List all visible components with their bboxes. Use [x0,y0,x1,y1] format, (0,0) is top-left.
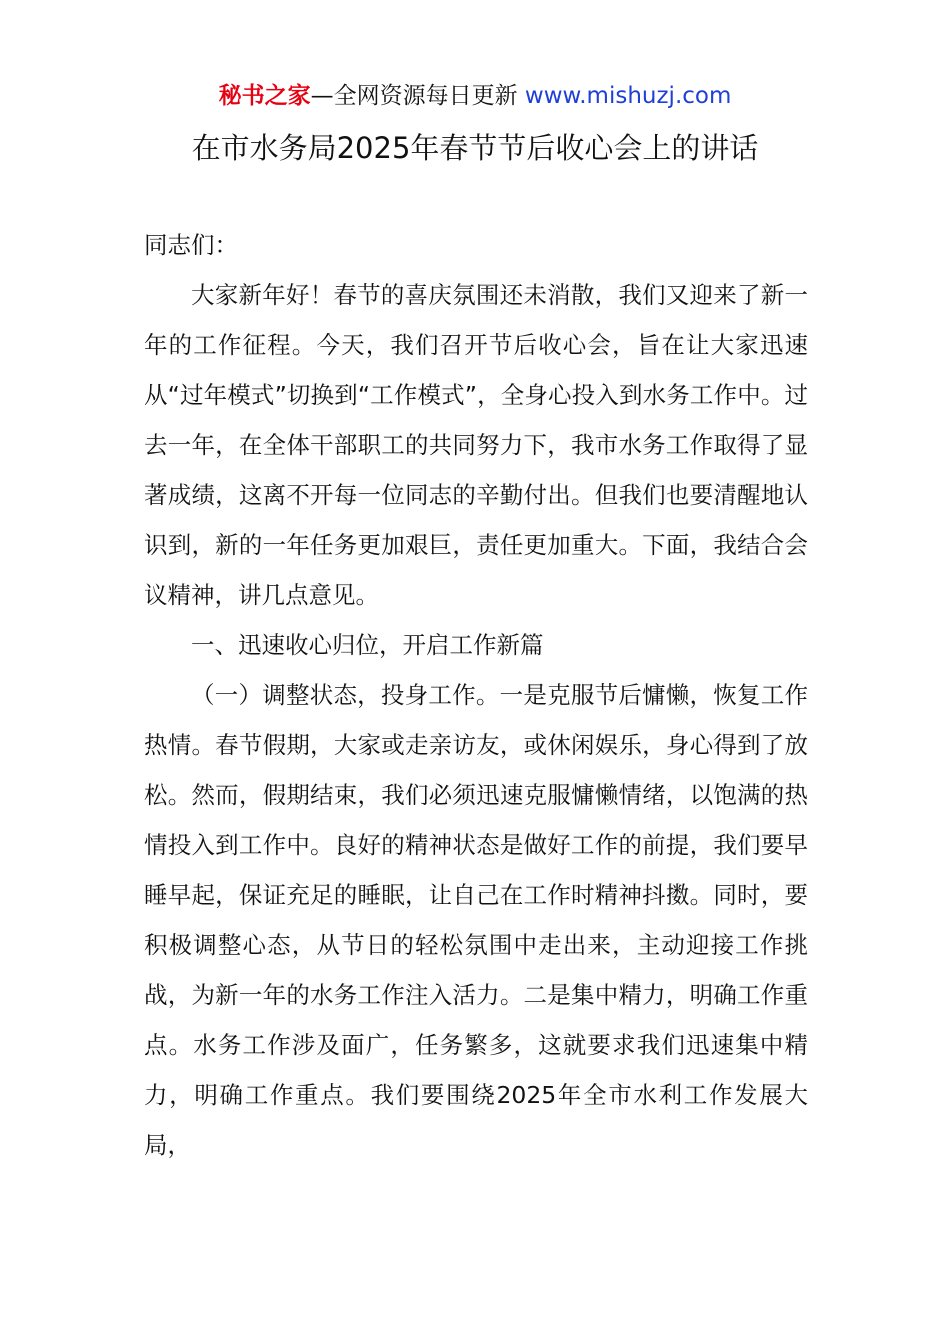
section-heading: 一、迅速收心归位，开启工作新篇 [191,631,544,659]
paragraph-opening: 大家新年好！春节的喜庆氛围还未消散，我们又迎来了新一年的工作征程。今天，我们召开节后收心会，旨在让大家迅速从“过年模式”切换到“工作模式”，全身心投入到水务工作中。过去一年，在全体干部职工的共同努力下，我市水务工作取得了显著成绩，这离不开每一位同志的辛勤付出。但我们也要清醒地认识到，新的一年任务更加艰巨，责任更加重大。下面，我结合会议精神，讲几点意见。 [144,281,808,609]
site-brand: 秘书之家 [218,83,311,109]
site-url-link[interactable]: www.mishuzj.com [524,83,732,109]
document-title: 在市水务局2025年春节节后收心会上的讲话 [191,131,759,165]
document-body [144,220,808,1170]
site-banner [0,80,950,112]
salutation: 同志们： [144,231,238,259]
site-tagline: —全网资源每日更新 [310,83,518,109]
paragraph-section-1: （一）调整状态，投身工作。一是克服节后慵懒，恢复工作热情。春节假期，大家或走亲访友，或休闲娱乐，身心得到了放松。然而，假期结束，我们必须迅速克服慵懒情绪，以饱满的热情投入到工作中。良好的精神状态是做好工作的前提，我们要早睡早起，保证充足的睡眠，让自己在工作时精神抖擞。同时，要积极调整心态，从节日的轻松氛围中走出来，主动迎接工作挑战，为新一年的水务工作注入活力。二是集中精力，明确工作重点。水务工作涉及面广，任务繁多，这就要求我们迅速集中精力，明确工作重点。我们要围绕2025年全市水利工作发展大局， [144,681,808,1159]
